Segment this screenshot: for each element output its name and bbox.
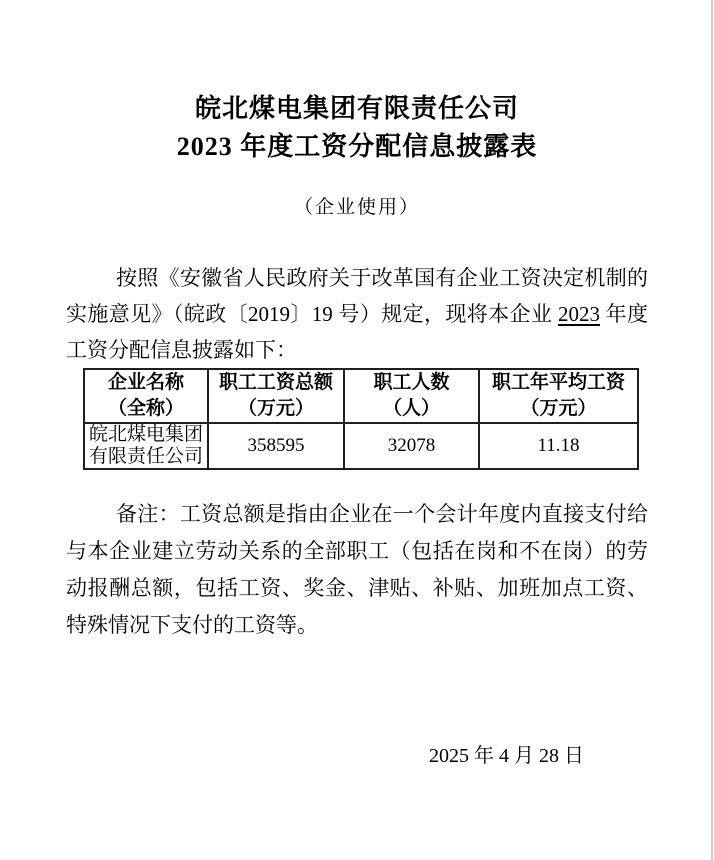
header-unit: （万元） (237, 398, 314, 419)
wage-disclosure-table (83, 368, 639, 470)
header-title: 职工人数 (373, 372, 450, 393)
document-title (66, 0, 648, 166)
header-title: 企业名称 (107, 372, 184, 393)
header-unit: （万元） (520, 398, 597, 419)
cell-total-wages: 358595 (208, 423, 344, 469)
table-header-total-wages (208, 369, 344, 423)
cell-company-name (84, 423, 208, 469)
header-unit: （人） (382, 398, 440, 419)
table-row (84, 423, 638, 469)
title-line-2: 2023 年度工资分配信息披露表 (176, 132, 538, 161)
header-title: 职工工资总额 (218, 372, 333, 393)
page-edge-line (711, 0, 713, 860)
intro-underlined-year: 2023 (557, 302, 600, 326)
cell-employee-count: 32078 (344, 423, 479, 469)
cell-avg-wage: 11.18 (479, 423, 638, 469)
document-subtitle: （企业使用） (293, 197, 420, 218)
document-body (66, 0, 648, 768)
table-header-avg-wage (479, 369, 638, 423)
title-line-1: 皖北煤电集团有限责任公司 (194, 94, 519, 123)
table-header-row (84, 369, 638, 423)
table-header-company-name (84, 369, 208, 423)
header-title: 职工年平均工资 (491, 372, 625, 393)
company-name-line-1: 皖北煤电集团 (88, 424, 203, 445)
intro-text-after: 年度工资分配信息披露如下： (66, 302, 648, 362)
note-paragraph: 备注：工资总额是指由企业在一个会计年度内直接支付给与本企业建立劳动关系的全部职工（包括在岗和不在岗）的劳动报酬总额，包括工资、奖金、津贴、补贴、加班加点工资、特殊情况下支付的工资等。 (66, 502, 648, 637)
header-unit: （全称） (107, 398, 184, 419)
intro-paragraph (66, 260, 648, 368)
document-date: 2025 年 4 月 28 日 (429, 745, 584, 767)
table-header-employee-count (344, 369, 479, 423)
intro-text-before: 按照《安徽省人民政府关于改革国有企业工资决定机制的实施意见》（皖政〔2019〕19 号）规定，现将本企业 (66, 266, 648, 326)
company-name-line-2: 有限责任公司 (88, 446, 203, 467)
